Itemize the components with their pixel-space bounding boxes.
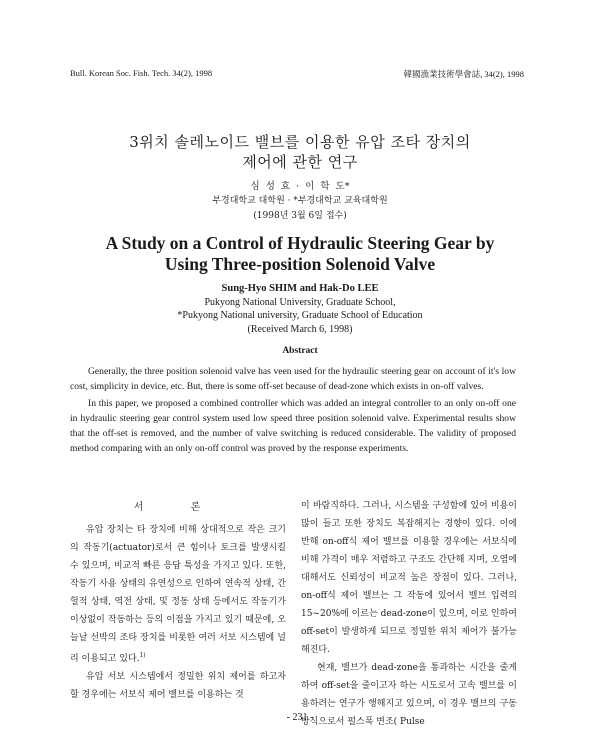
abstract-paragraph-1: Generally, the three position solenoid valve has veen used for the hydraulic steering gear on account of it's low cost, simplicity in device, etc. But, there is some off-set because of dead-zone which exists in on-off valves. <box>70 366 516 392</box>
body-column-right <box>301 497 517 731</box>
body-column-left <box>70 497 286 704</box>
english-authors: Sung-Hyo SHIM and Hak-Do LEE <box>221 283 379 294</box>
korean-title-line2: 제어에 관한 연구 <box>242 153 358 171</box>
intro-paragraph-1-text: 유압 장치는 타 장치에 비해 상대적으로 작은 크기의 작동기(actuator)로서 큰 힘이나 토크를 발생시킬 수 있으며, 비교적 빠른 응답 특성을 가지고 있다. 또한, 작동기 사용 상태의 유연성으로 인하여 연속적 상태, 간헐적 상태, 역전 상태, 및 정동 상태 등에서도 작동기가 이상없이 작동하는 등의 이점을 가지고 있기 때문에, 오늘날 선박의 조타 장치를 비롯한 여러 서보 시스템에 널리 이용되고 있다. <box>70 525 286 664</box>
journal-header-left: Bull. Korean Soc. Fish. Tech. 34(2), 1998 <box>70 68 213 78</box>
intro-paragraph-3: 현재, 밸브가 dead-zone을 통과하는 시간을 줄게 하여 off-set을 줄이고자 하는 시도로서 고속 밸브를 이용하려는 연구가 행해지고 있으며, 이 경우 밸브의 구동 방식으로서 펄스폭 변조( Pulse <box>301 663 517 727</box>
english-title-line1: A Study on a Control of Hydraulic Steering Gear by <box>105 233 495 253</box>
english-affiliation-1: Pukyong National University, Graduate School, <box>204 297 396 308</box>
abstract-body <box>70 364 516 458</box>
abstract-paragraph-2: In this paper, we proposed a combined controller which was added an integral controller to an only on-off one in hydraulic steering gear control system used low speed three position solenoid valve. Experimental results show that the off-set is removed, and the number of valve switching is reduced considerable. The validity of proposed method comparing with an only on-off control was proved by the response experiments. <box>70 398 516 454</box>
page-number: - 231 - <box>286 712 314 723</box>
intro-paragraph-2: 유압 서보 시스템에서 정밀한 위치 제어를 하고자 할 경우에는 서보식 제어 밸브를 이용하는 것 <box>70 672 286 700</box>
reference-marker-1: 1) <box>139 652 146 659</box>
korean-title-line1: 3위치 솔레노이드 밸브를 이용한 유압 조타 장치의 <box>129 133 471 151</box>
abstract-heading: Abstract <box>282 346 318 356</box>
intro-paragraph-1 <box>70 521 286 668</box>
korean-authors: 심 성 효 · 이 학 도* <box>250 181 350 192</box>
korean-received-date: (1998년 3월 6일 접수) <box>253 211 347 221</box>
intro-paragraph-2-continued: 이 바람직하다. 그러나, 시스템을 구성함에 있어 비용이 많이 들고 또한 장치도 복잡해지는 경향이 있다. 이에 반해 on-off식 제어 밸브를 이용할 경우에는 서보식에 비해 가격이 매우 저렴하고 구조도 간단해 지며, 오염에 대해서도 신뢰성이 비교적 높은 장점이 있다. 그러나, on-off식 제어 밸브는 그 작동에 있어서 밸브 입력의 15~20%에 이르는 dead-zone이 있으며, 이로 인하여 off-set이 발생하게 되므로 정밀한 위치 제어가 불가능해진다. <box>301 501 517 655</box>
english-affiliation-2: *Pukyong National university, Graduate School of Education <box>177 310 423 321</box>
korean-affiliation: 부경대학교 대학원 · *부경대학교 교육대학원 <box>212 196 388 206</box>
english-title-line2: Using Three-position Solenoid Valve <box>164 254 436 274</box>
journal-header-right: 韓國漁業技術學會誌, 34(2), 1998 <box>403 69 524 79</box>
english-received-date: (Received March 6, 1998) <box>247 324 353 335</box>
section-title-introduction: 서 론 <box>133 502 223 513</box>
